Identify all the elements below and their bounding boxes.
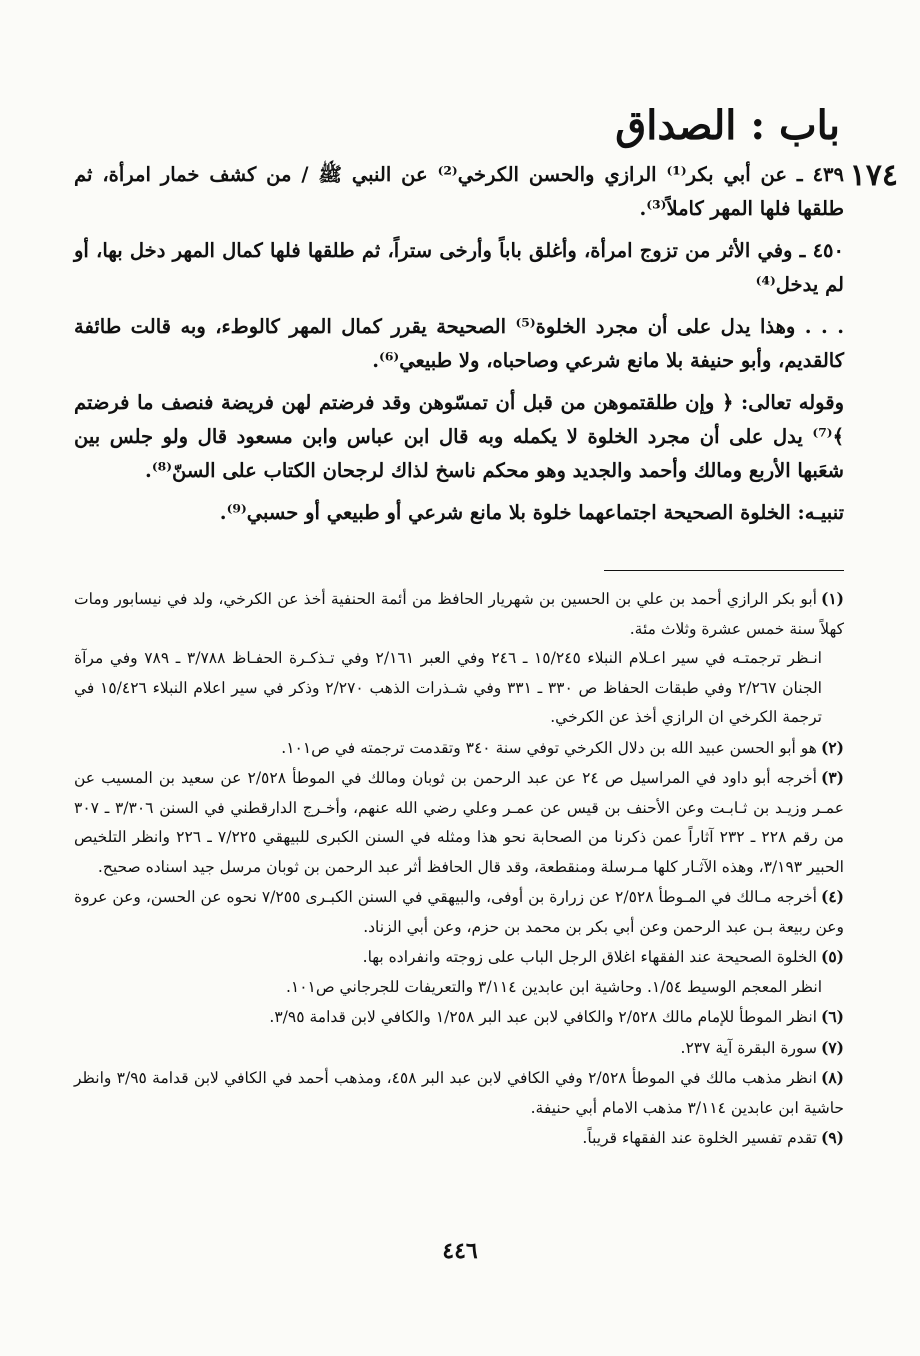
footnote-text: الخلوة الصحيحة عند الفقهاء اغلاق الرجل الباب على زوجته وانفراده بها. bbox=[362, 948, 817, 966]
footnote-number: (٨) bbox=[820, 1068, 844, 1087]
footnote-7 bbox=[74, 1033, 844, 1064]
footnote-4 bbox=[74, 882, 844, 942]
footnote-number: (٢) bbox=[820, 737, 844, 757]
paragraph-verse: وقوله تعالى: ﴿ وإن طلقتموهن من قبل أن تمسّوهن وقد فرضتم لهن فريضة فنصف ما فرضتم ﴾⁽⁷⁾ يدل على أن مجرد الخلوة لا يكمله وبه قال ابن عباس وابن مسعود قال ولو جلس بين شعَبها الأربع ومالك وأحمد والجديد وهو محكم ناسخ لذاك لرجحان الكتاب على السنّ⁽⁸⁾. bbox=[74, 391, 844, 482]
paragraph-450: ٤٥٠ ـ وفي الأثر من تزوج امرأة، وأغلق باباً وأرخى ستراً، ثم طلقها فلها كمال المهر دخل بها، أو لم يدخل⁽⁴⁾ bbox=[74, 239, 844, 296]
footnote-number: (١) bbox=[820, 589, 844, 608]
footnote-text: أبو بكر الرازي أحمد بن علي بن الحسين بن شهريار الحافظ من أئمة الحنفية أخذ عن الكرخي، ولد في نيسابور ومات كهلاً سنة خمس عشرة وثلاث مئة. bbox=[74, 590, 844, 638]
footnote-1-cont: انـظر ترجمتـه في سير اعـلام النبلاء ١٥/٢٤٥ ـ ٢٤٦ وفي العبر ٢/١٦١ وفي تـذكـرة الحفـاظ ٣/٧٨٨ ـ ٧٨٩ وفي مرآة الجنان ٢/٢٦٧ وفي طبقات الحفاظ ص ٣٣٠ ـ ٣٣١ وفي شـذرات الذهب ٢/٢٧٠ وذكر في سير اعلام النبلاء ١٥/٤٢٦ في ترجمة الكرخي ان الرازي أخذ عن الكرخي. bbox=[74, 649, 822, 726]
chapter-title: باب : الصداق bbox=[615, 102, 840, 149]
paragraph-439: ٤٣٩ ـ عن أبي بكر⁽¹⁾ الرازي والحسن الكرخي⁽²⁾ عن النبي ﷺ / من كشف خمار امرأة، ثم طلقها فلها المهر كاملاً⁽³⁾. bbox=[74, 163, 844, 220]
footnotes bbox=[74, 584, 844, 1154]
paragraph-note: تنبيـه: الخلوة الصحيحة اجتماعهما خلوة بلا مانع شرعي أو طبيعي أو حسبي⁽⁹⁾. bbox=[219, 501, 844, 524]
footnote-text: انظر مذهب مالك في الموطأ ٢/٥٢٨ وفي الكافي لابن عبد البر ٤٥٨، ومذهب أحمد في الكافي لابن قدامة ٣/٩٥ وانظر حاشية ابن عابدين ٣/١١٤ مذهب الامام أبي حنيفة. bbox=[74, 1069, 844, 1117]
margin-number: ١٧٤ bbox=[849, 158, 898, 193]
footnote-1 bbox=[74, 584, 844, 644]
footnote-number: (٧) bbox=[820, 1037, 844, 1057]
footnote-text: انظر الموطأ للإمام مالك ٢/٥٢٨ والكافي لابن عبد البر ١/٢٥٨ والكافي لابن قدامة ٣/٩٥. bbox=[269, 1008, 817, 1026]
footnote-text: هو أبو الحسن عبيد الله بن دلال الكرخي توفي سنة ٣٤٠ وتقدمت ترجمته في ص١٠١. bbox=[281, 738, 817, 757]
footnote-text: تقدم تفسير الخلوة عند الفقهاء قريباً. bbox=[582, 1129, 817, 1147]
paragraph-khalwa: . . . وهذا يدل على أن مجرد الخلوة⁽⁵⁾ الصحيحة يقرر كمال المهر كالوطء، وبه قالت طائفة كالقديم، وأبو حنيفة بلا مانع شرعي وصاحباه، ولا طبيعي⁽⁶⁾. bbox=[74, 315, 845, 372]
footnote-2 bbox=[74, 733, 844, 764]
footnote-number: (٥) bbox=[820, 947, 844, 966]
main-text bbox=[74, 158, 844, 538]
footnote-number: (٩) bbox=[820, 1128, 844, 1147]
footnote-6 bbox=[74, 1002, 844, 1033]
footnote-text: سورة البقرة آية ٢٣٧. bbox=[680, 1038, 817, 1057]
page-number: ٤٤٦ bbox=[442, 1238, 478, 1264]
footnote-3 bbox=[74, 763, 844, 882]
footnote-5 bbox=[74, 942, 844, 973]
footnote-8 bbox=[74, 1063, 844, 1123]
footnote-text: أخرجه أبو داود في المراسيل ص ٢٤ عن عبد الرحمن بن ثوبان ومالك في الموطأ ٢/٥٢٨ عن سعيد بن المسيب عن عمـر وزيـد بن ثـابـت وعن الأحنف بن قيس عن عمـر وعلي رضي الله عنهم، وأخـرج الدارقطني في السنن ٣/٣٠٦ ـ ٣٠٧ من رقم ٢٢٨ ـ ٢٣٢ آثاراً عمن ذكرنا من الصحابة نحو هذا ومثله في السنن الكبرى للبيهقي ٧/٢٢٥ ـ ٢٢٦ وانظر التلخيص الحبير ٣/١٩٣، وهذه الآثـار كلها مـرسلة ومنقطعة، وقد قال الحافظ أثر عبد الرحمن بن ثوبان مرسل جيد اسناده صحيح. bbox=[74, 769, 844, 876]
footnote-5-cont: انظر المعجم الوسيط ١/٥٤. وحاشية ابن عابدين ٣/١١٤ والتعريفات للجرجاني ص١٠١. bbox=[285, 977, 822, 996]
footnote-text: أخرجه مـالك في المـوطأ ٢/٥٢٨ عن زرارة بن أوفى، والبيهقي في السنن الكبـرى ٧/٢٥٥ نحوه عن الحسن، وعن عروة وعن ربيعة بـن عبد الرحمن وعن أبي بكر بن محمد بن حزم، وعن أبي الزناد. bbox=[74, 888, 844, 936]
footnote-number: (٣) bbox=[820, 768, 844, 787]
footnote-number: (٤) bbox=[821, 887, 845, 906]
footnote-divider bbox=[604, 570, 844, 571]
footnote-9 bbox=[74, 1123, 844, 1154]
footnote-number: (٦) bbox=[820, 1007, 844, 1026]
